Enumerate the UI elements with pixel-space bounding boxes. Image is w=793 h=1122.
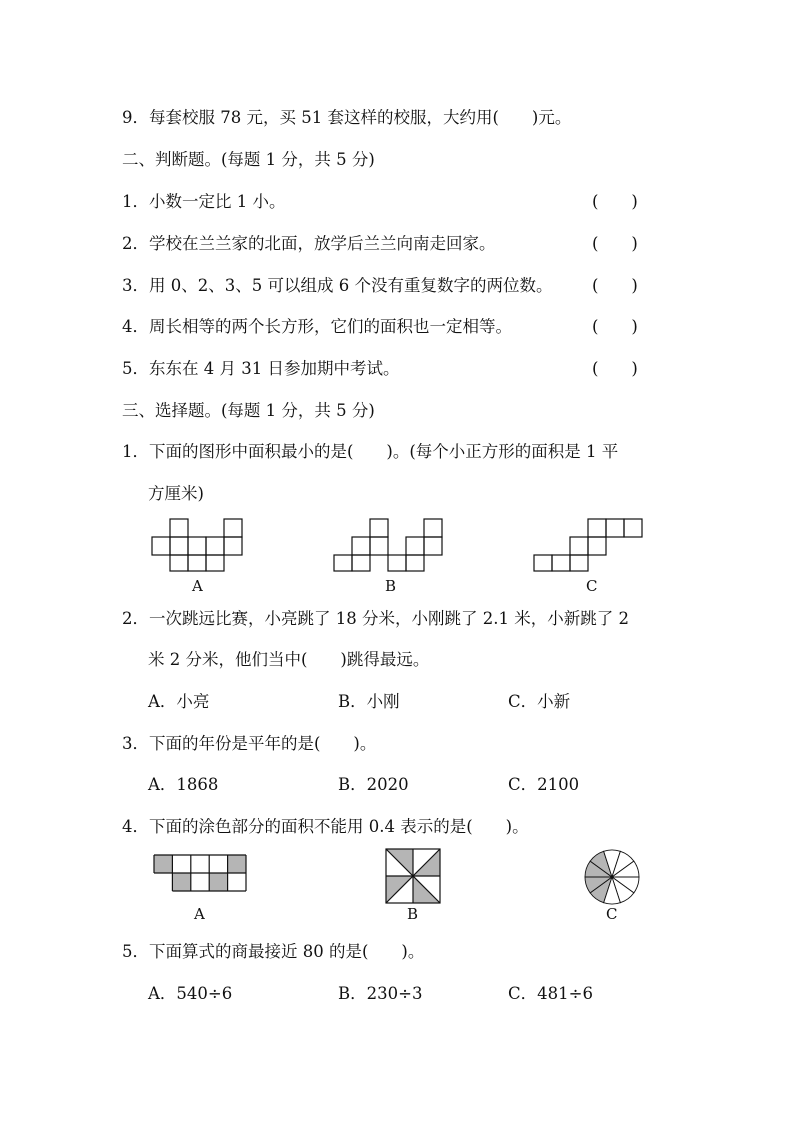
choice-q3-option-b[interactable]: B．2020 bbox=[338, 775, 409, 794]
choice-q1-line2: 方厘米) bbox=[148, 484, 204, 503]
choice-q5-text: 5．下面算式的商最接近 80 的是( )。 bbox=[122, 942, 425, 961]
choice-q2-option-c[interactable]: C．小新 bbox=[508, 692, 571, 711]
choice-q5-option-b[interactable]: B．230÷3 bbox=[338, 984, 423, 1003]
answer-blank[interactable]: ( ) bbox=[592, 359, 638, 378]
judge-item-1: 1．小数一定比 1 小。 bbox=[122, 192, 286, 211]
section-2-heading: 二、判断题。(每题 1 分，共 5 分) bbox=[122, 150, 375, 169]
choice-q2-option-b[interactable]: B．小刚 bbox=[338, 692, 400, 711]
answer-blank[interactable]: ( ) bbox=[592, 317, 638, 336]
figure-q1-c bbox=[534, 519, 644, 571]
figure-q1-b-label: B bbox=[385, 577, 397, 595]
choice-q3-text: 3．下面的年份是平年的是( )。 bbox=[122, 734, 377, 753]
figure-q1-c-label: C bbox=[586, 577, 598, 595]
figure-q1-a-label: A bbox=[192, 577, 203, 595]
figure-q4-a bbox=[154, 855, 248, 893]
choice-q1-line1: 1．下面的图形中面积最小的是( )。(每个小正方形的面积是 1 平 bbox=[122, 442, 619, 461]
question-9: 9．每套校服 78 元，买 51 套这样的校服，大约用( )元。 bbox=[122, 108, 572, 127]
answer-blank[interactable]: ( ) bbox=[592, 234, 638, 253]
figure-q4-b bbox=[386, 849, 440, 903]
choice-q3-option-a[interactable]: A．1868 bbox=[148, 775, 219, 794]
judge-item-5: 5．东东在 4 月 31 日参加期中考试。 bbox=[122, 359, 400, 378]
answer-blank[interactable]: ( ) bbox=[592, 192, 638, 211]
figure-q4-c-label: C bbox=[606, 905, 618, 923]
judge-item-2: 2．学校在兰兰家的北面，放学后兰兰向南走回家。 bbox=[122, 234, 496, 253]
figure-q4-c bbox=[584, 849, 640, 905]
figure-q4-a-label: A bbox=[194, 905, 205, 923]
figure-q1-b bbox=[334, 519, 444, 571]
choice-q2-option-a[interactable]: A．小亮 bbox=[148, 692, 210, 711]
answer-blank[interactable]: ( ) bbox=[592, 276, 638, 295]
choice-q4-text: 4．下面的涂色部分的面积不能用 0.4 表示的是( )。 bbox=[122, 817, 529, 836]
figure-q4-b-label: B bbox=[407, 905, 419, 923]
figure-q1-a bbox=[152, 519, 244, 571]
section-3-heading: 三、选择题。(每题 1 分，共 5 分) bbox=[122, 401, 375, 420]
choice-q3-option-c[interactable]: C．2100 bbox=[508, 775, 580, 794]
choice-q5-option-a[interactable]: A．540÷6 bbox=[148, 984, 233, 1003]
judge-item-4: 4．周长相等的两个长方形，它们的面积也一定相等。 bbox=[122, 317, 512, 336]
choice-q2-line1: 2．一次跳远比赛，小亮跳了 18 分米，小刚跳了 2.1 米，小新跳了 2 bbox=[122, 609, 629, 628]
choice-q2-line2: 米 2 分米，他们当中( )跳得最远。 bbox=[148, 650, 430, 669]
judge-item-3: 3．用 0、2、3、5 可以组成 6 个没有重复数字的两位数。 bbox=[122, 276, 553, 295]
choice-q5-option-c[interactable]: C．481÷6 bbox=[508, 984, 593, 1003]
